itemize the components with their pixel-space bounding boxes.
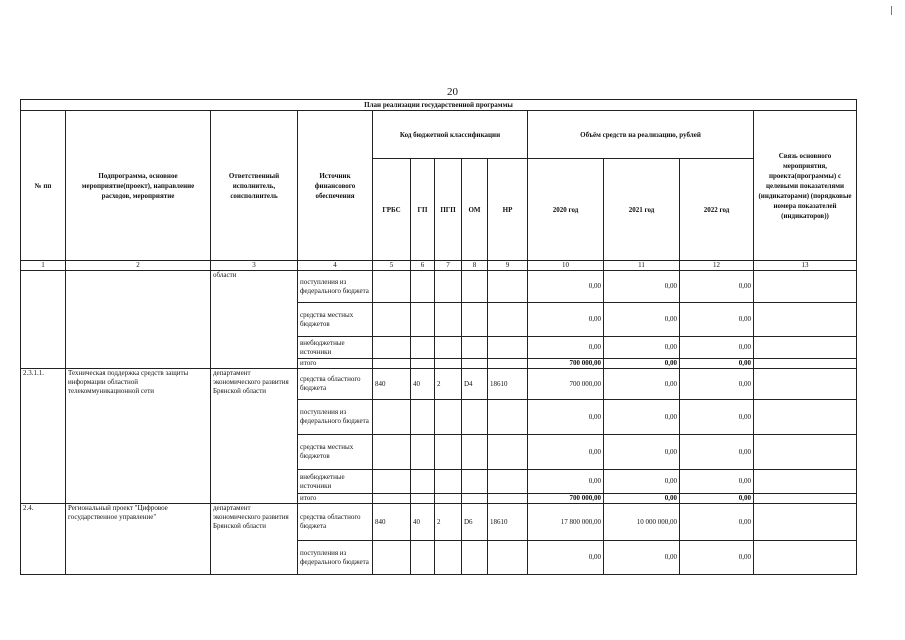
row-executor: департамент экономического развития Брянской области bbox=[211, 369, 298, 504]
value-2021: 0,00 bbox=[604, 494, 680, 504]
row-source: поступления из федерального бюджета bbox=[298, 541, 373, 575]
code-gp: 40 bbox=[411, 369, 435, 400]
header-funds: Объём средств на реализацию, рублей bbox=[528, 111, 754, 159]
code-grbs: 840 bbox=[373, 369, 411, 400]
value-2021: 0,00 bbox=[604, 541, 680, 575]
value-2021: 0,00 bbox=[604, 369, 680, 400]
value-2020: 17 800 000,00 bbox=[528, 504, 604, 541]
value-2022: 0,00 bbox=[680, 435, 754, 470]
header-pgp: ПГП bbox=[435, 159, 462, 261]
header-2022: 2022 год bbox=[680, 159, 754, 261]
value-2020: 700 000,00 bbox=[528, 369, 604, 400]
table-row bbox=[21, 271, 857, 303]
value-2021: 0,00 bbox=[604, 303, 680, 337]
row-num: 2.3.1.1. bbox=[21, 369, 66, 504]
column-number: 12 bbox=[680, 261, 754, 271]
column-number: 3 bbox=[211, 261, 298, 271]
column-number: 9 bbox=[488, 261, 528, 271]
row-name: Техническая поддержка средств защиты информации областной телекоммуникационной сети bbox=[66, 369, 211, 504]
row-name-cell bbox=[66, 271, 211, 369]
header-subprogram: Подпрограмма, основное мероприятие(проект), направление расходов, мероприятие bbox=[66, 111, 211, 261]
code-om: D6 bbox=[462, 504, 488, 541]
value-2021: 0,00 bbox=[604, 470, 680, 494]
value-2021: 0,00 bbox=[604, 337, 680, 359]
column-number: 11 bbox=[604, 261, 680, 271]
row-source: итого bbox=[298, 359, 373, 369]
value-2022: 0,00 bbox=[680, 271, 754, 303]
row-source: средства местных бюджетов bbox=[298, 435, 373, 470]
value-2022: 0,00 bbox=[680, 470, 754, 494]
row-source: средства местных бюджетов bbox=[298, 303, 373, 337]
column-number: 4 bbox=[298, 261, 373, 271]
row-source: средства областного бюджета bbox=[298, 504, 373, 541]
value-2021: 0,00 bbox=[604, 435, 680, 470]
column-number: 7 bbox=[435, 261, 462, 271]
header-nr: НР bbox=[488, 159, 528, 261]
header-executor: Ответственный исполнитель, соисполнитель bbox=[211, 111, 298, 261]
row-source: внебюджетные источники bbox=[298, 337, 373, 359]
header-source: Источник финансового обеспечения bbox=[298, 111, 373, 261]
table-row bbox=[21, 504, 857, 541]
code-pgp: 2 bbox=[435, 369, 462, 400]
value-2022: 0,00 bbox=[680, 494, 754, 504]
header-2020: 2020 год bbox=[528, 159, 604, 261]
code-nr: 18610 bbox=[488, 369, 528, 400]
page-number: 20 bbox=[447, 86, 458, 98]
value-2021: 0,00 bbox=[604, 359, 680, 369]
value-2022: 0,00 bbox=[680, 359, 754, 369]
header-budget-code: Код бюджетной классификации bbox=[373, 111, 528, 159]
code-om: D4 bbox=[462, 369, 488, 400]
column-number-row bbox=[21, 261, 857, 271]
column-number: 10 bbox=[528, 261, 604, 271]
value-2022: 0,00 bbox=[680, 400, 754, 435]
header-om: ОМ bbox=[462, 159, 488, 261]
header-grbs: ГРБС bbox=[373, 159, 411, 261]
column-number: 6 bbox=[411, 261, 435, 271]
code-gp: 40 bbox=[411, 504, 435, 541]
header-2021: 2021 год bbox=[604, 159, 680, 261]
value-2020: 0,00 bbox=[528, 435, 604, 470]
row-executor: области bbox=[211, 271, 298, 369]
header-gp: ГП bbox=[411, 159, 435, 261]
value-2022: 0,00 bbox=[680, 303, 754, 337]
value-2021: 0,00 bbox=[604, 400, 680, 435]
value-2021: 10 000 000,00 bbox=[604, 504, 680, 541]
row-name: Региональный проект "Цифровое государственное управление" bbox=[66, 504, 211, 575]
value-2020: 0,00 bbox=[528, 271, 604, 303]
header-indicator-link: Связь основного мероприятия, проекта(программы) с целевыми показателями (индикаторами) (порядковые номера показателей (индикаторов)) bbox=[754, 111, 857, 261]
value-2022: 0,00 bbox=[680, 504, 754, 541]
row-source: поступления из федерального бюджета bbox=[298, 400, 373, 435]
title-row bbox=[21, 100, 857, 111]
value-2020: 0,00 bbox=[528, 337, 604, 359]
column-number: 13 bbox=[754, 261, 857, 271]
value-2022: 0,00 bbox=[680, 541, 754, 575]
table-title: План реализации государственной программы bbox=[21, 100, 857, 111]
code-grbs: 840 bbox=[373, 504, 411, 541]
row-source: средства областного бюджета bbox=[298, 369, 373, 400]
implementation-plan-table bbox=[20, 99, 857, 575]
scan-mark bbox=[891, 6, 892, 15]
code-pgp: 2 bbox=[435, 504, 462, 541]
row-source: итого bbox=[298, 494, 373, 504]
value-2022: 0,00 bbox=[680, 369, 754, 400]
row-source: поступления из федерального бюджета bbox=[298, 271, 373, 303]
column-number: 1 bbox=[21, 261, 66, 271]
value-2020: 0,00 bbox=[528, 541, 604, 575]
header-num: № пп bbox=[21, 111, 66, 261]
code-nr: 18610 bbox=[488, 504, 528, 541]
value-2020: 0,00 bbox=[528, 303, 604, 337]
row-executor: департамент экономического развития Брянской области bbox=[211, 504, 298, 575]
column-number: 5 bbox=[373, 261, 411, 271]
value-2021: 0,00 bbox=[604, 271, 680, 303]
table-row bbox=[21, 369, 857, 400]
value-2020: 0,00 bbox=[528, 470, 604, 494]
row-num: 2.4. bbox=[21, 504, 66, 575]
value-2022: 0,00 bbox=[680, 337, 754, 359]
value-2020: 700 000,00 bbox=[528, 359, 604, 369]
row-source: внебюджетные источники bbox=[298, 470, 373, 494]
column-number: 2 bbox=[66, 261, 211, 271]
row-num-cell bbox=[21, 271, 66, 369]
column-number: 8 bbox=[462, 261, 488, 271]
header-row-1 bbox=[21, 111, 857, 159]
value-2020: 700 000,00 bbox=[528, 494, 604, 504]
value-2020: 0,00 bbox=[528, 400, 604, 435]
